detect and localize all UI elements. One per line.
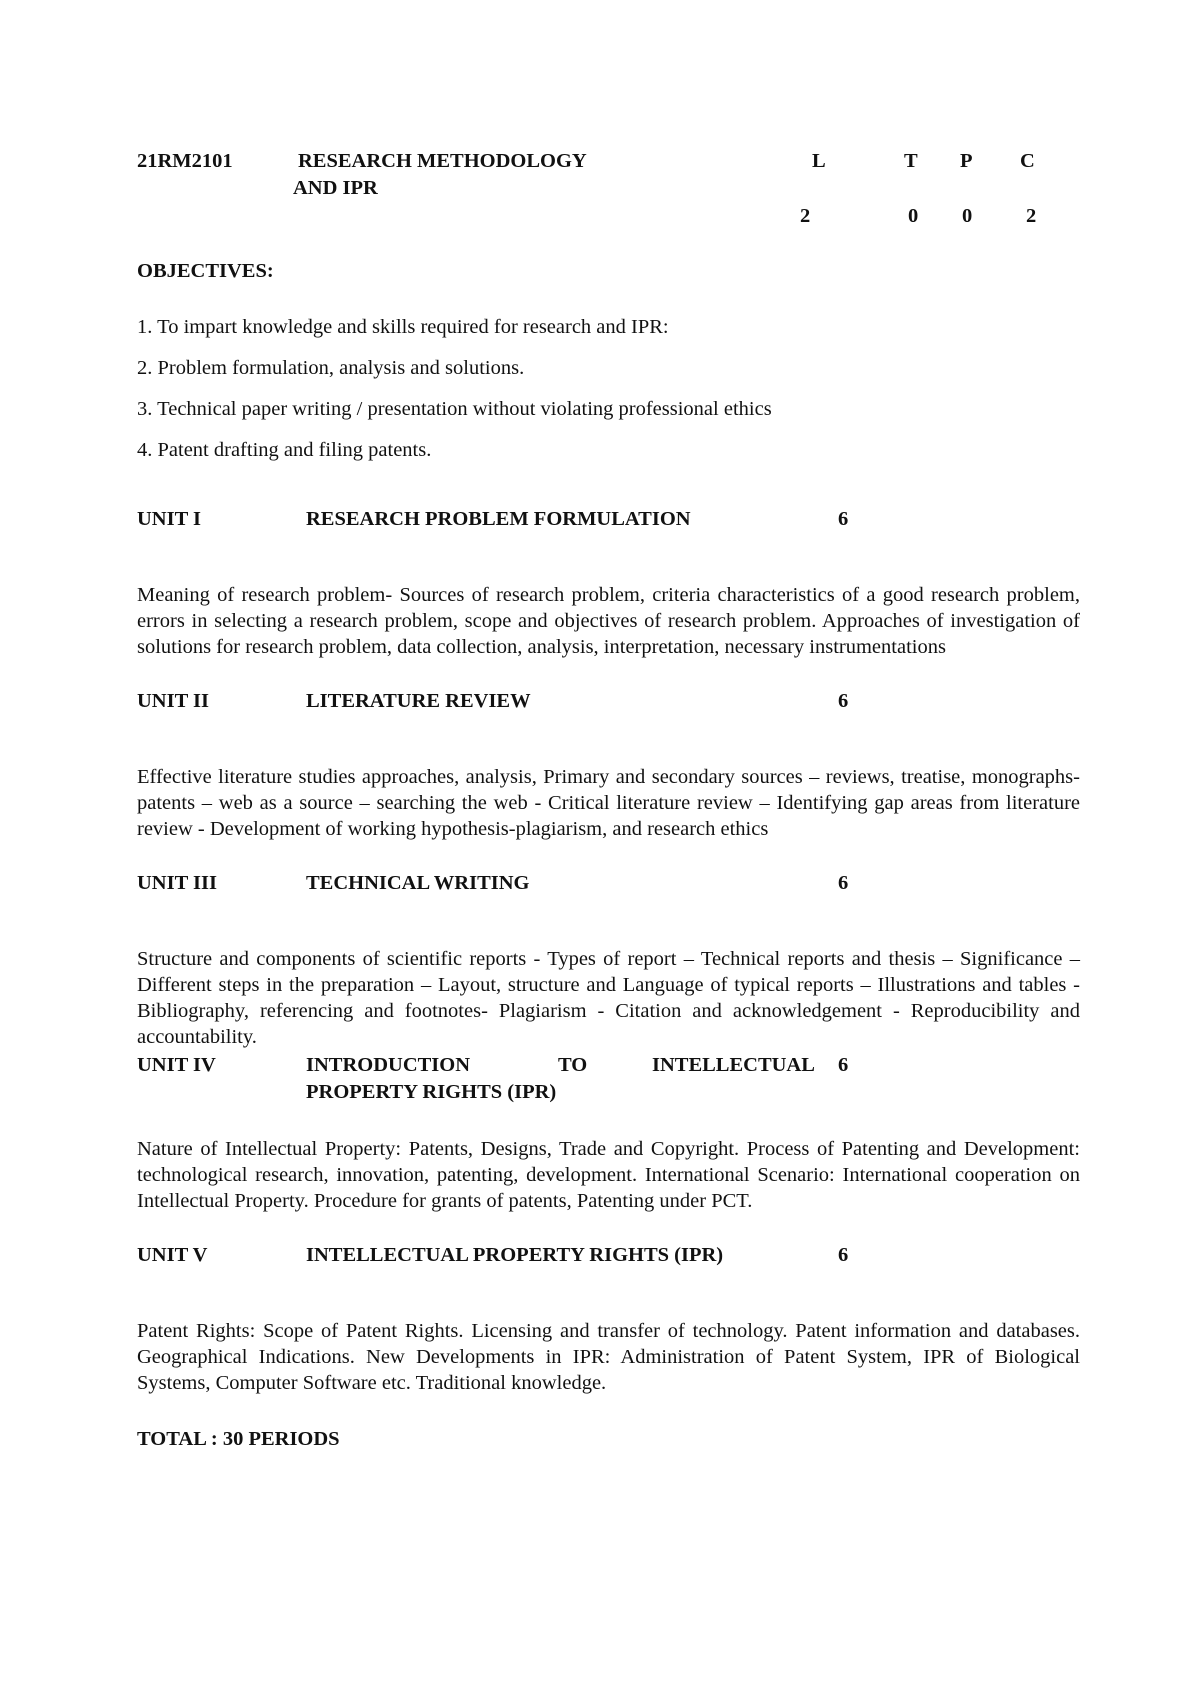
objective-item: 1. To impart knowledge and skills required for research and IPR: (137, 316, 669, 338)
unit-5-title: INTELLECTUAL PROPERTY RIGHTS (IPR) (306, 1244, 724, 1266)
unit-4-title-line2: PROPERTY RIGHTS (IPR) (306, 1081, 557, 1103)
unit-2-body: Effective literature studies approaches, analysis, Primary and secondary sources – reviews, treatise, monographs-patents – web as a source – searching the web - Critical literature review – Identifying gap areas from literature review - Development of working hypothesis-plagiarism, and research ethics (137, 766, 1080, 840)
objective-item: 4. Patent drafting and filing patents. (137, 439, 432, 461)
unit-3-body: Structure and components of scientific reports - Types of report – Technical reports and thesis – Significance – Different steps in the preparation – Layout, structure and Language of typical reports – Illustrations and tables - Bibliography, referencing and footnotes- Plagiarism - Citation and acknowledgement - Reproducibility and accountability. (137, 948, 1080, 1048)
course-code: 21RM2101 (137, 150, 233, 172)
unit-2-label: UNIT II (137, 690, 209, 712)
unit-3-title: TECHNICAL WRITING (306, 872, 530, 894)
ltpc-header-l: L (812, 150, 826, 172)
course-title-line2: AND IPR (293, 177, 378, 199)
ltpc-header-c: C (1020, 150, 1035, 172)
objective-item: 2. Problem formulation, analysis and solutions. (137, 357, 525, 379)
unit-2-title: LITERATURE REVIEW (306, 690, 531, 712)
ltpc-value-l: 2 (800, 205, 811, 227)
objective-item: 3. Technical paper writing / presentation without violating professional ethics (137, 398, 772, 420)
unit-4-label: UNIT IV (137, 1054, 216, 1076)
unit-5-body: Patent Rights: Scope of Patent Rights. Licensing and transfer of technology. Patent information and databases. Geographical Indications. New Developments in IPR: Administration of Patent System, IPR of Biological Systems, Computer Software etc. Traditional knowledge. (137, 1320, 1080, 1394)
unit-5-label: UNIT V (137, 1244, 208, 1266)
unit-2-hours: 6 (838, 690, 849, 712)
ltpc-value-p: 0 (962, 205, 973, 227)
objectives-heading: OBJECTIVES: (137, 260, 274, 282)
unit-1-title: RESEARCH PROBLEM FORMULATION (306, 508, 691, 530)
unit-5-hours: 6 (838, 1244, 849, 1266)
unit-3-label: UNIT III (137, 872, 217, 894)
ltpc-header-p: P (960, 150, 973, 172)
unit-4-title-word: INTRODUCTION (306, 1054, 471, 1076)
unit-1-body: Meaning of research problem- Sources of research problem, criteria characteristics of a good research problem, errors in selecting a research problem, scope and objectives of research problem. Approaches of investigation of solutions for research problem, data collection, analysis, interpretation, necessary instrumentations (137, 584, 1080, 658)
ltpc-header-t: T (904, 150, 918, 172)
unit-4-title-word: TO (558, 1054, 588, 1076)
ltpc-value-c: 2 (1026, 205, 1037, 227)
ltpc-value-t: 0 (908, 205, 919, 227)
unit-1-hours: 6 (838, 508, 849, 530)
course-title-line1: RESEARCH METHODOLOGY (298, 150, 587, 172)
unit-4-hours: 6 (838, 1054, 849, 1076)
unit-4-title-word: INTELLECTUAL (652, 1054, 815, 1076)
unit-4-body: Nature of Intellectual Property: Patents, Designs, Trade and Copyright. Process of Patenting and Development: technological research, innovation, patenting, development. International Scenario: International cooperation on Intellectual Property. Procedure for grants of patents, Patenting under PCT. (137, 1138, 1080, 1212)
unit-3-hours: 6 (838, 872, 849, 894)
unit-1-label: UNIT I (137, 508, 201, 530)
total-periods: TOTAL : 30 PERIODS (137, 1428, 340, 1450)
